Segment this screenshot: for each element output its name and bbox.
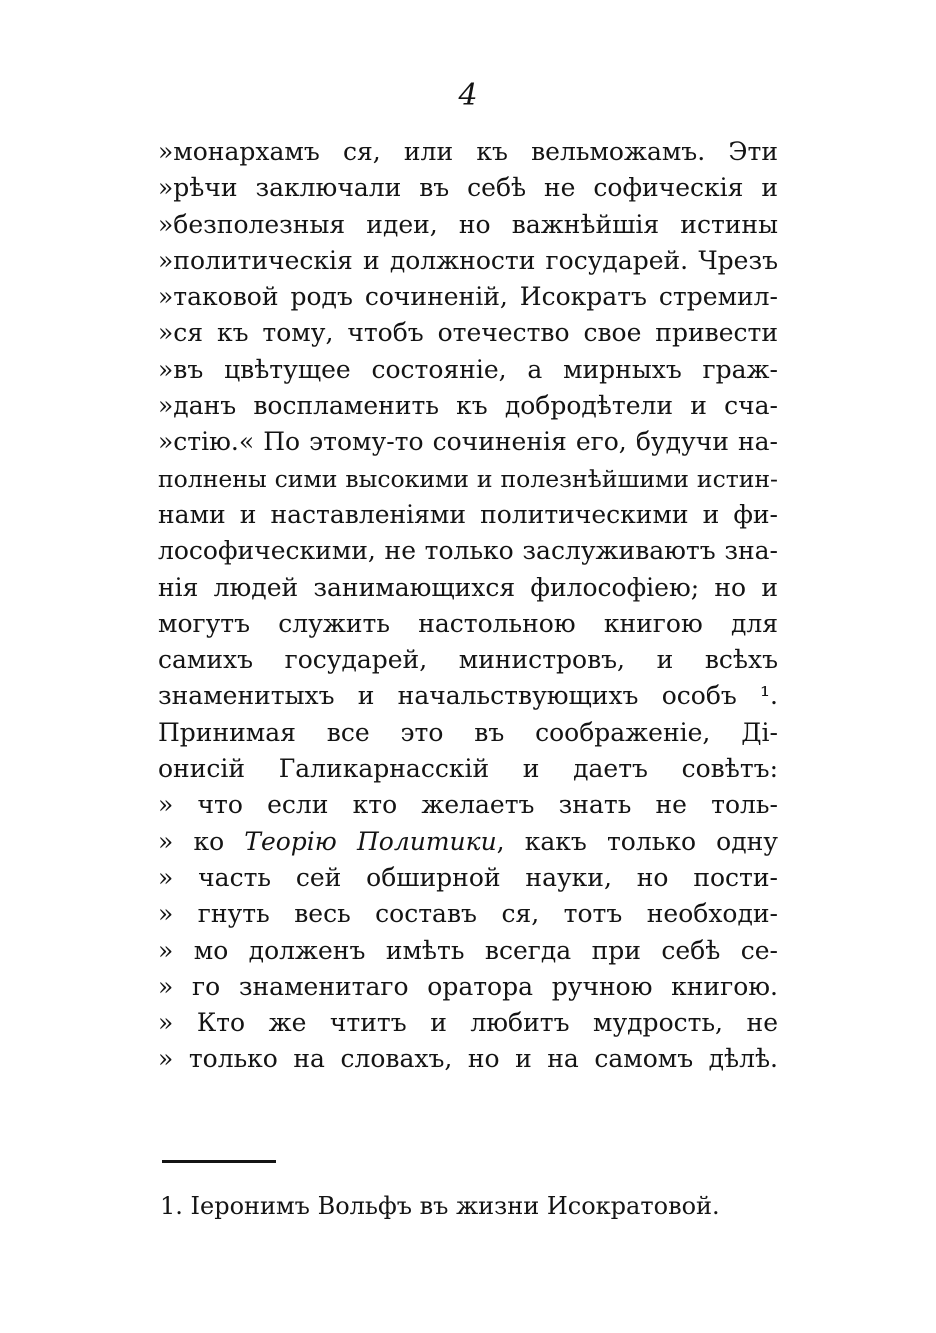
text-line: »стію.« По этому-то сочиненія его, будучи на- bbox=[158, 427, 778, 457]
text-line: самихъ государей, министровъ, и всѣхъ bbox=[158, 645, 778, 675]
text-line: »данъ воспламенить къ добродѣтели и сча- bbox=[158, 391, 778, 421]
text-line: онисій Галикарнасскій и даетъ совѣтъ: bbox=[158, 754, 778, 784]
text-line: Принимая все это въ соображеніе, Ді- bbox=[158, 717, 778, 747]
text-line: знаменитыхъ и начальствующихъ особъ ¹. bbox=[158, 681, 778, 711]
text-line: » гнуть весь составъ ся, тотъ необходи- bbox=[158, 899, 778, 929]
text-line: нія людей занимающихся философіею; но и bbox=[158, 572, 778, 602]
text-line: » только на словахъ, но и на самомъ дѣлѣ. bbox=[158, 1044, 778, 1074]
text-line: » го знаменитаго оратора ручною книгою. bbox=[158, 971, 778, 1001]
text-line: »безполезныя идеи, но важнѣйшія истины bbox=[158, 209, 778, 239]
text-line: »ся къ тому, чтобъ отечество свое привести bbox=[158, 318, 778, 348]
text-line: » что если кто желаетъ знать не толь- bbox=[158, 790, 778, 820]
text-line: могутъ служить настольною книгою для bbox=[158, 608, 778, 638]
text-line: лософическими, не только заслуживаютъ зна- bbox=[158, 536, 778, 566]
page-number: 4 bbox=[458, 78, 478, 113]
text-line: »монархамъ ся, или къ вельможамъ. Эти bbox=[158, 137, 778, 166]
text-line: »политическія и должности государей. Чрезъ bbox=[158, 245, 778, 275]
text-line: » Кто же чтитъ и любитъ мудрость, не bbox=[158, 1008, 778, 1038]
text-line: » ко Теорію Политики, какъ только одну bbox=[158, 826, 778, 856]
body-text bbox=[158, 134, 778, 1078]
text-line: »рѣчи заключали въ себѣ не софическія и bbox=[158, 173, 778, 203]
text-line: »въ цвѣтущее состояніе, а мирныхъ граж- bbox=[158, 354, 778, 384]
text-line: » часть сей обширной науки, но пости- bbox=[158, 862, 778, 892]
text-line: полнены сими высокими и полезнѣйшими истин- bbox=[158, 464, 778, 493]
footnote-divider bbox=[162, 1160, 276, 1163]
text-line: » мо долженъ имѣть всегда при себѣ се- bbox=[158, 935, 778, 965]
italic-title: Теорію Политики bbox=[244, 826, 497, 856]
footnote: 1. Іеронимъ Вольфъ въ жизни Исократовой. bbox=[160, 1192, 720, 1220]
text-line: »таковой родъ сочиненій, Исократъ стремил- bbox=[158, 282, 778, 312]
text-line: нами и наставленіями политическими и фи- bbox=[158, 499, 778, 529]
